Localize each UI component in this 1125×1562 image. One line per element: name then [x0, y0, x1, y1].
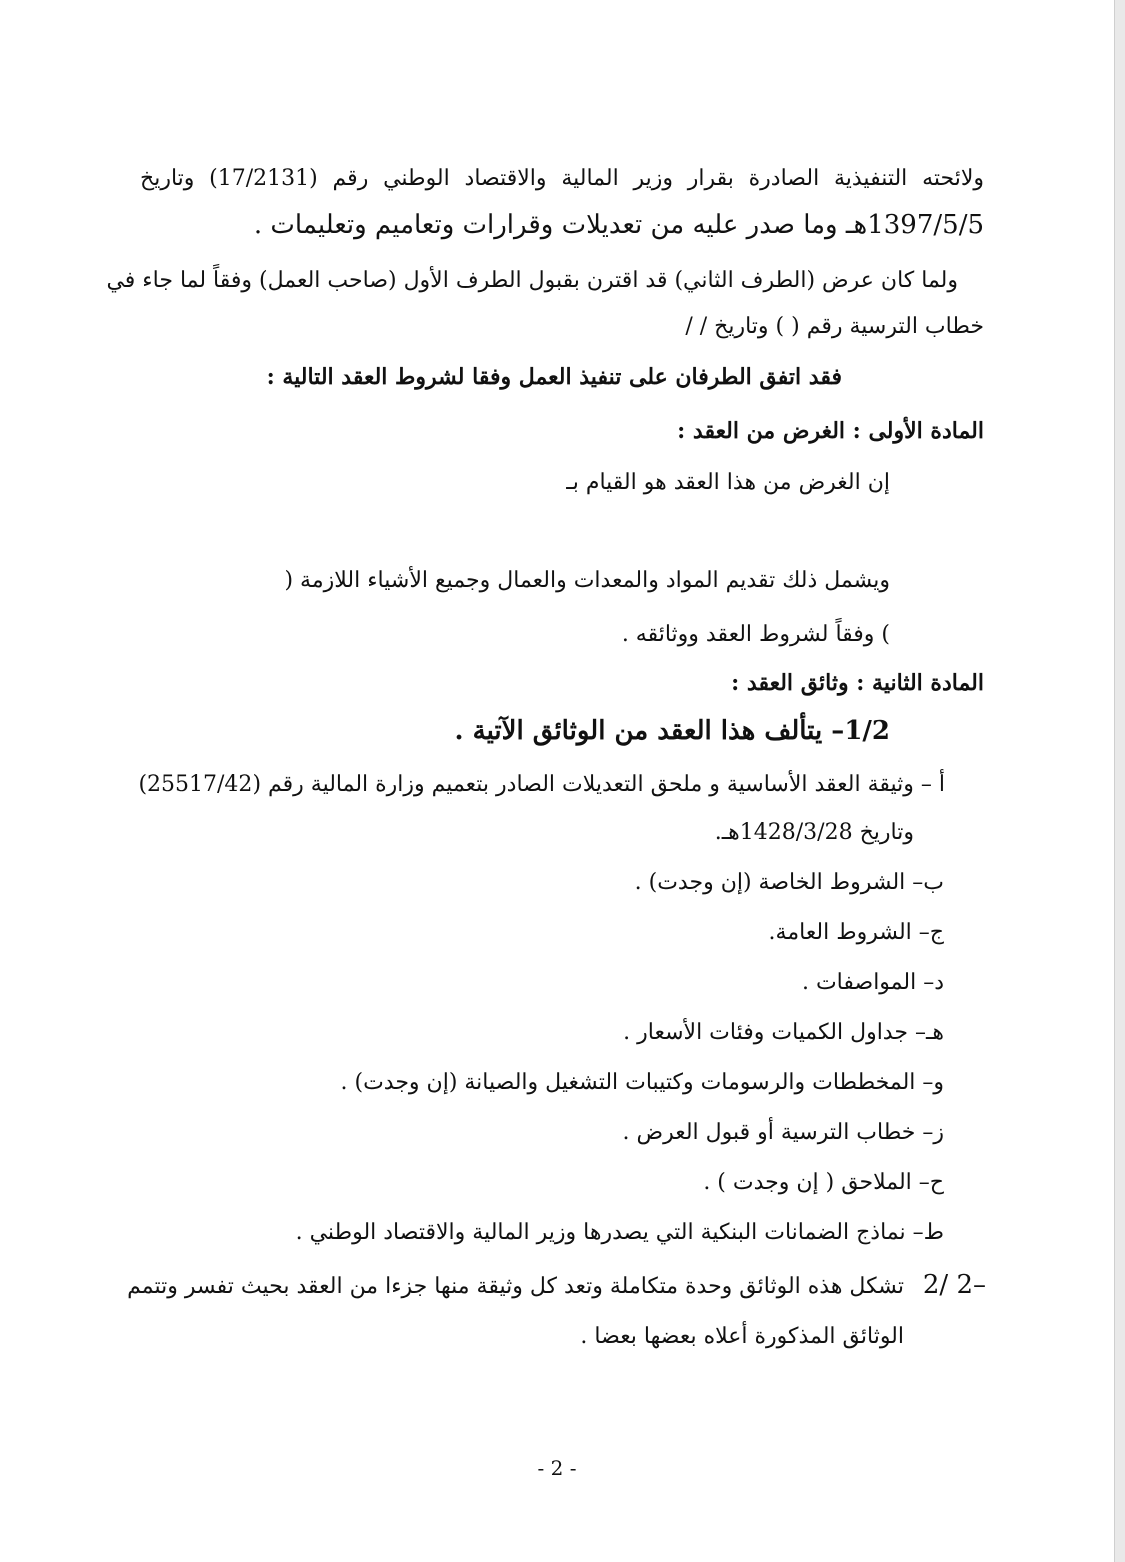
article-1-heading: المادة الأولى : الغرض من العقد :: [677, 418, 984, 444]
item-a-line-1: أ – وثيقة العقد الأساسية و ملحق التعديلات الصادر بتعميم وزارة المالية رقم (25517/42): [138, 772, 945, 797]
clause-2-1: 1/2– يتألف هذا العقد من الوثائق الآتية .: [454, 716, 890, 746]
item-b: ب– الشروط الخاصة (إن وجدت) .: [634, 870, 944, 895]
article-2-heading: المادة الثانية : وثائق العقد :: [731, 670, 984, 696]
article-1-includes-end: ) وفقاً لشروط العقد ووثائقه .: [621, 622, 890, 647]
item-d: د– المواصفات .: [801, 970, 944, 995]
item-a-line-2: وتاريخ 1428/3/28هـ.: [714, 820, 914, 845]
item-h: ح– الملاحق ( إن وجدت ) .: [703, 1170, 944, 1195]
item-i: ط– نماذج الضمانات البنكية التي يصدرها وزير المالية والاقتصاد الوطني .: [295, 1220, 944, 1245]
article-1-purpose: إن الغرض من هذا العقد هو القيام بـ: [566, 470, 890, 495]
clause-2-2-line-1: تشكل هذه الوثائق وحدة متكاملة وتعد كل وثيقة منها جزءا من العقد بحيث تفسر وتتمم: [127, 1274, 904, 1299]
intro-line-1: ولائحته التنفيذية الصادرة بقرار وزير المالية والاقتصاد الوطني رقم (17/2131) وتاريخ: [140, 166, 984, 191]
item-f: و– المخططات والرسومات وكتيبات التشغيل والصيانة (إن وجدت) .: [340, 1070, 944, 1095]
clause-2-2-line-2: الوثائق المذكورة أعلاه بعضها بعضا .: [580, 1324, 904, 1349]
item-c: ج– الشروط العامة.: [768, 920, 944, 945]
intro-line-3: ولما كان عرض (الطرف الثاني) قد اقترن بقبول الطرف الأول (صاحب العمل) وفقاً لما جاء في: [106, 268, 958, 293]
intro-line-2: 1397/5/5هـ وما صدر عليه من تعديلات وقرارات وتعاميم وتعليمات .: [253, 210, 984, 240]
article-1-includes: ويشمل ذلك تقديم المواد والمعدات والعمال وجميع الأشياء اللازمة (: [284, 568, 890, 593]
agreement-statement: فقد اتفق الطرفان على تنفيذ العمل وفقا لشروط العقد التالية :: [266, 364, 842, 390]
intro-line-4: خطاب الترسية رقم ( ) وتاريخ / /: [685, 314, 984, 339]
item-g: ز– خطاب الترسية أو قبول العرض .: [622, 1120, 944, 1145]
clause-2-2-number: 2/ 2–: [922, 1270, 986, 1300]
item-e: هـ– جداول الكميات وفئات الأسعار .: [623, 1020, 944, 1045]
page-number: - 2 -: [537, 1456, 577, 1480]
